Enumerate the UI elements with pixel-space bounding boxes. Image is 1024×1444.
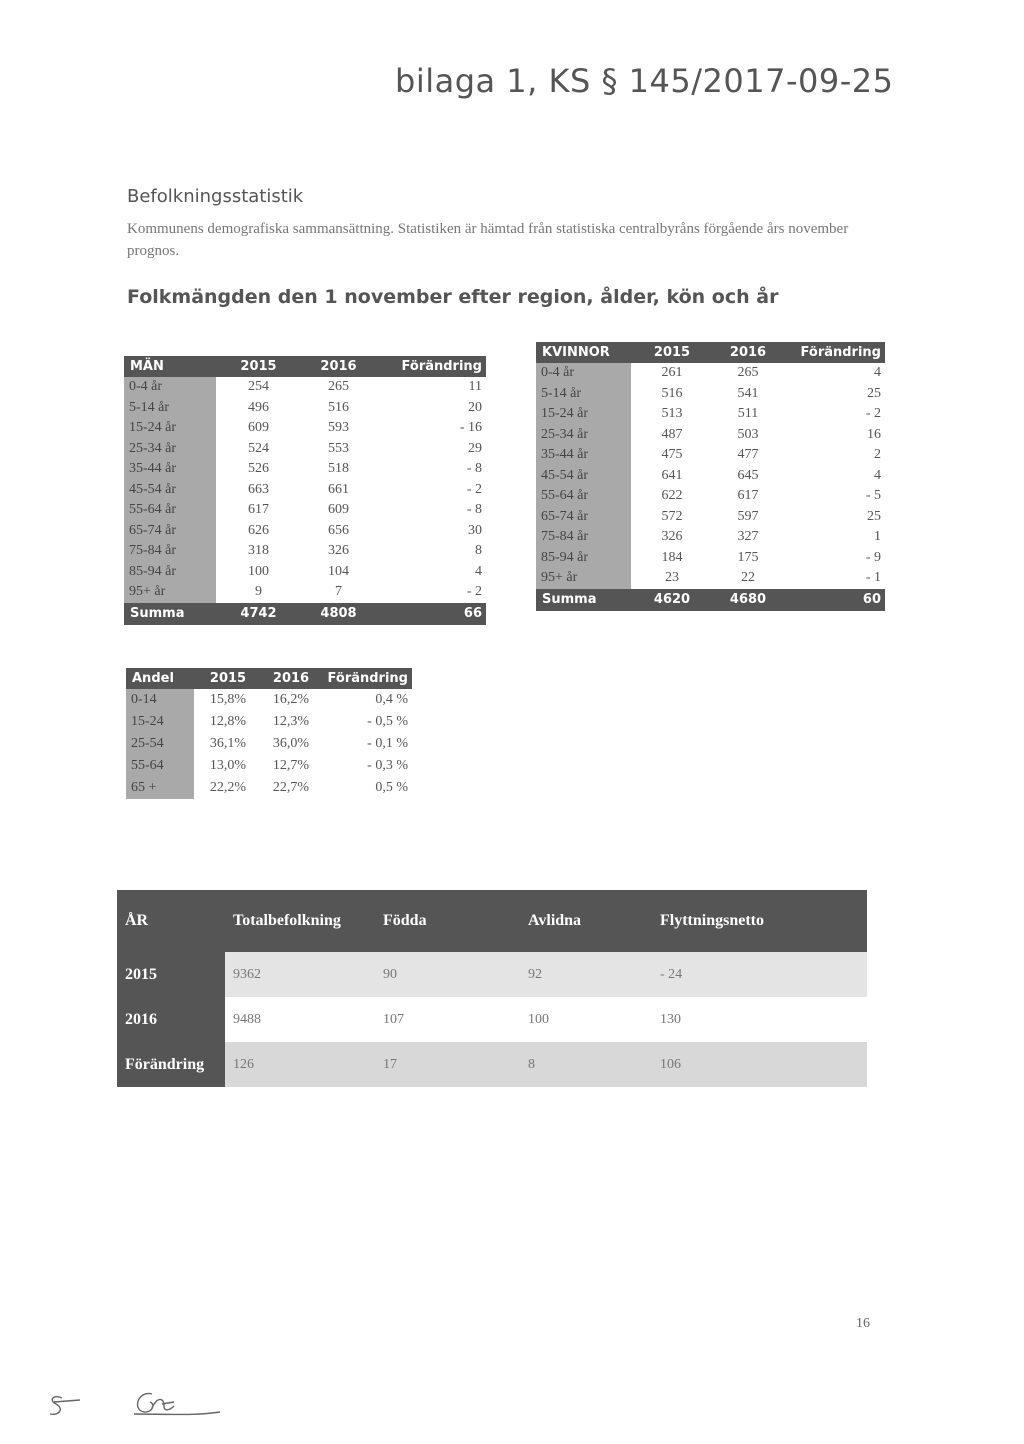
total-population: 9488	[233, 1011, 261, 1027]
value-2016: 518	[328, 461, 349, 477]
value-2016: 12,3%	[272, 714, 310, 729]
table-row	[117, 1042, 867, 1087]
net-migration: - 24	[652, 952, 867, 997]
value-2016: 645	[737, 467, 759, 483]
value-2015: 496	[248, 399, 269, 415]
summary-change: 66	[376, 603, 486, 625]
year-label: 2016	[117, 997, 225, 1042]
column-header: Födda	[375, 890, 520, 952]
summary-row	[124, 603, 486, 625]
value-2015: 22,2%	[209, 780, 247, 795]
page-number: 16	[856, 1316, 870, 1331]
column-header: 2016	[301, 356, 376, 377]
column-header: 2016	[713, 342, 783, 363]
value-2016: 541	[737, 385, 759, 401]
table-row	[124, 398, 486, 419]
change-value: - 0,3 %	[367, 758, 408, 773]
change-value: - 0,1 %	[367, 736, 408, 751]
total-population: 9362	[225, 952, 375, 997]
table-row	[124, 500, 486, 521]
men-population-table	[124, 356, 486, 625]
value-2016: 327	[737, 529, 759, 545]
value-2016: 477	[737, 447, 759, 463]
value-2016: 656	[328, 522, 349, 538]
table-row	[126, 755, 412, 777]
change-value: 8	[475, 543, 482, 559]
age-group-label: 0-4 år	[124, 377, 216, 398]
value-2015: 184	[661, 549, 683, 565]
table-row	[536, 507, 885, 528]
value-2015: 524	[248, 440, 269, 456]
column-header: 2015	[194, 668, 262, 689]
value-2016: 503	[737, 426, 759, 442]
change-value: 11	[468, 379, 482, 395]
change-value: 25	[867, 508, 881, 524]
age-group-label: 45-54 år	[536, 466, 631, 487]
column-header: Andel	[126, 668, 194, 689]
table-row	[124, 562, 486, 583]
change-value: - 0,5 %	[367, 714, 408, 729]
attachment-reference: bilaga 1, KS § 145/2017-09-25	[395, 62, 894, 100]
change-value: 4	[874, 365, 881, 381]
summary-label: Summa	[536, 589, 631, 611]
table-header-row	[536, 342, 885, 363]
value-2016: 12,7%	[272, 758, 310, 773]
value-2015: 487	[661, 426, 683, 442]
value-2015: 609	[248, 420, 269, 436]
table-row	[124, 439, 486, 460]
value-2015: 626	[248, 522, 269, 538]
value-2016: 661	[328, 481, 349, 497]
age-group-label: 15-24	[126, 711, 194, 733]
table-row	[536, 548, 885, 569]
change-value: 4	[475, 563, 482, 579]
table-row	[126, 733, 412, 755]
table-row	[124, 582, 486, 603]
age-share-table	[126, 668, 412, 799]
change-value: - 2	[865, 406, 881, 422]
value-2015: 36,1%	[209, 736, 247, 751]
summary-2015: 4742	[216, 603, 301, 625]
value-2015: 526	[248, 461, 269, 477]
column-header: ÅR	[117, 890, 225, 952]
value-2016: 597	[737, 508, 759, 524]
change-value: 1	[874, 529, 881, 545]
table-row	[124, 480, 486, 501]
summary-row	[536, 589, 885, 611]
age-group-label: 65-74 år	[536, 507, 631, 528]
change-value: 25	[867, 385, 881, 401]
change-value: 16	[867, 426, 881, 442]
column-header: Totalbefolkning	[225, 890, 375, 952]
value-2015: 663	[248, 481, 269, 497]
value-2015: 23	[665, 570, 679, 586]
births: 90	[375, 952, 520, 997]
table-row	[536, 384, 885, 405]
value-2015: 318	[248, 543, 269, 559]
table-row	[536, 527, 885, 548]
deaths: 8	[520, 1042, 652, 1087]
value-2015: 13,0%	[209, 758, 247, 773]
table-row	[124, 521, 486, 542]
table-row	[117, 952, 867, 997]
value-2016: 553	[328, 440, 349, 456]
value-2015: 15,8%	[209, 692, 247, 707]
value-2016: 516	[328, 399, 349, 415]
year-label: Förändring	[117, 1042, 225, 1087]
change-value: - 16	[459, 420, 482, 436]
table-row	[536, 466, 885, 487]
value-2015: 617	[248, 502, 269, 518]
summary-change: 60	[783, 589, 885, 611]
summary-2016: 4808	[301, 603, 376, 625]
table-row	[536, 445, 885, 466]
age-group-label: 15-24 år	[124, 418, 216, 439]
table-row	[126, 711, 412, 733]
table-row	[124, 541, 486, 562]
change-value: - 2	[466, 584, 482, 600]
value-2016: 22,7%	[272, 780, 310, 795]
table-row	[124, 459, 486, 480]
section-title: Befolkningsstatistik	[127, 186, 304, 207]
value-2016: 511	[737, 406, 759, 422]
women-population-table	[536, 342, 885, 611]
column-header: MÄN	[124, 356, 216, 377]
value-2016: 104	[328, 563, 349, 579]
change-value: - 8	[466, 461, 482, 477]
yearly-change-table	[117, 890, 867, 1087]
age-group-label: 5-14 år	[536, 384, 631, 405]
column-header: Flyttningsnetto	[652, 890, 867, 952]
table-header-row	[124, 356, 486, 377]
column-header: 2015	[631, 342, 713, 363]
intro-text: Kommunens demografiska sammansättning. Statistiken är hämtad från statistiska centralbyråns förgående års november prognos.	[127, 221, 849, 259]
age-group-label: 75-84 år	[124, 541, 216, 562]
age-group-label: 65-74 år	[124, 521, 216, 542]
column-header: Avlidna	[520, 890, 652, 952]
net-migration: 130	[660, 1011, 681, 1027]
value-2016: 16,2%	[272, 692, 310, 707]
value-2015: 513	[661, 406, 683, 422]
change-value: - 8	[466, 502, 482, 518]
table-row	[536, 486, 885, 507]
change-value: 0,5 %	[375, 780, 408, 795]
net-migration: 106	[652, 1042, 867, 1087]
column-header: Förändring	[783, 342, 885, 363]
deaths: 100	[528, 1011, 549, 1027]
table-row	[124, 418, 486, 439]
summary-label: Summa	[124, 603, 216, 625]
age-group-label: 35-44 år	[536, 445, 631, 466]
table-row	[536, 425, 885, 446]
value-2016: 175	[737, 549, 759, 565]
value-2016: 265	[328, 379, 349, 395]
value-2015: 254	[248, 379, 269, 395]
change-value: - 9	[865, 549, 881, 565]
age-group-label: 85-94 år	[536, 548, 631, 569]
age-group-label: 25-34 år	[536, 425, 631, 446]
table-row	[124, 377, 486, 398]
value-2015: 100	[248, 563, 269, 579]
column-header: Förändring	[320, 668, 412, 689]
age-group-label: 15-24 år	[536, 404, 631, 425]
table-header-row	[117, 890, 867, 952]
value-2015: 641	[661, 467, 683, 483]
value-2016: 326	[328, 543, 349, 559]
column-header: 2016	[262, 668, 320, 689]
table-row	[126, 689, 412, 711]
age-group-label: 55-64 år	[536, 486, 631, 507]
age-group-label: 25-54	[126, 733, 194, 755]
value-2015: 326	[661, 529, 683, 545]
age-group-label: 75-84 år	[536, 527, 631, 548]
age-group-label: 0-4 år	[536, 363, 631, 384]
value-2016: 617	[737, 488, 759, 504]
summary-2016: 4680	[713, 589, 783, 611]
value-2016: 7	[335, 584, 342, 600]
value-2015: 622	[661, 488, 683, 504]
age-group-label: 35-44 år	[124, 459, 216, 480]
age-group-label: 55-64 år	[124, 500, 216, 521]
age-group-label: 85-94 år	[124, 562, 216, 583]
change-value: 4	[874, 467, 881, 483]
change-value: - 2	[466, 481, 482, 497]
value-2016: 22	[741, 570, 755, 586]
value-2015: 475	[661, 447, 683, 463]
summary-2015: 4620	[631, 589, 713, 611]
value-2016: 265	[737, 365, 759, 381]
deaths: 92	[520, 952, 652, 997]
year-label: 2015	[117, 952, 225, 997]
births: 17	[375, 1042, 520, 1087]
age-group-label: 55-64	[126, 755, 194, 777]
value-2015: 12,8%	[209, 714, 247, 729]
column-header: 2015	[216, 356, 301, 377]
value-2016: 36,0%	[272, 736, 310, 751]
age-group-label: 95+ år	[536, 568, 631, 589]
table-row	[536, 363, 885, 384]
handwritten-initials	[24, 1380, 234, 1430]
table-row	[536, 404, 885, 425]
change-value: 29	[468, 440, 482, 456]
change-value: 20	[468, 399, 482, 415]
value-2015: 9	[255, 584, 262, 600]
change-value: 30	[468, 522, 482, 538]
change-value: - 5	[865, 488, 881, 504]
column-header: KVINNOR	[536, 342, 631, 363]
value-2016: 609	[328, 502, 349, 518]
change-value: 0,4 %	[375, 692, 408, 707]
age-group-label: 65 +	[126, 777, 194, 799]
population-heading: Folkmängden den 1 november efter region, ålder, kön och år	[127, 286, 779, 308]
table-row	[536, 568, 885, 589]
age-group-label: 0-14	[126, 689, 194, 711]
table-row	[126, 777, 412, 799]
age-group-label: 5-14 år	[124, 398, 216, 419]
value-2015: 572	[661, 508, 683, 524]
table-header-row	[126, 668, 412, 689]
total-population: 126	[225, 1042, 375, 1087]
value-2016: 593	[328, 420, 349, 436]
column-header: Förändring	[376, 356, 486, 377]
age-group-label: 45-54 år	[124, 480, 216, 501]
value-2015: 261	[661, 365, 683, 381]
change-value: 2	[874, 447, 881, 463]
change-value: - 1	[865, 570, 881, 586]
value-2015: 516	[661, 385, 683, 401]
births: 107	[383, 1011, 404, 1027]
age-group-label: 25-34 år	[124, 439, 216, 460]
age-group-label: 95+ år	[124, 582, 216, 603]
table-row	[117, 997, 867, 1042]
